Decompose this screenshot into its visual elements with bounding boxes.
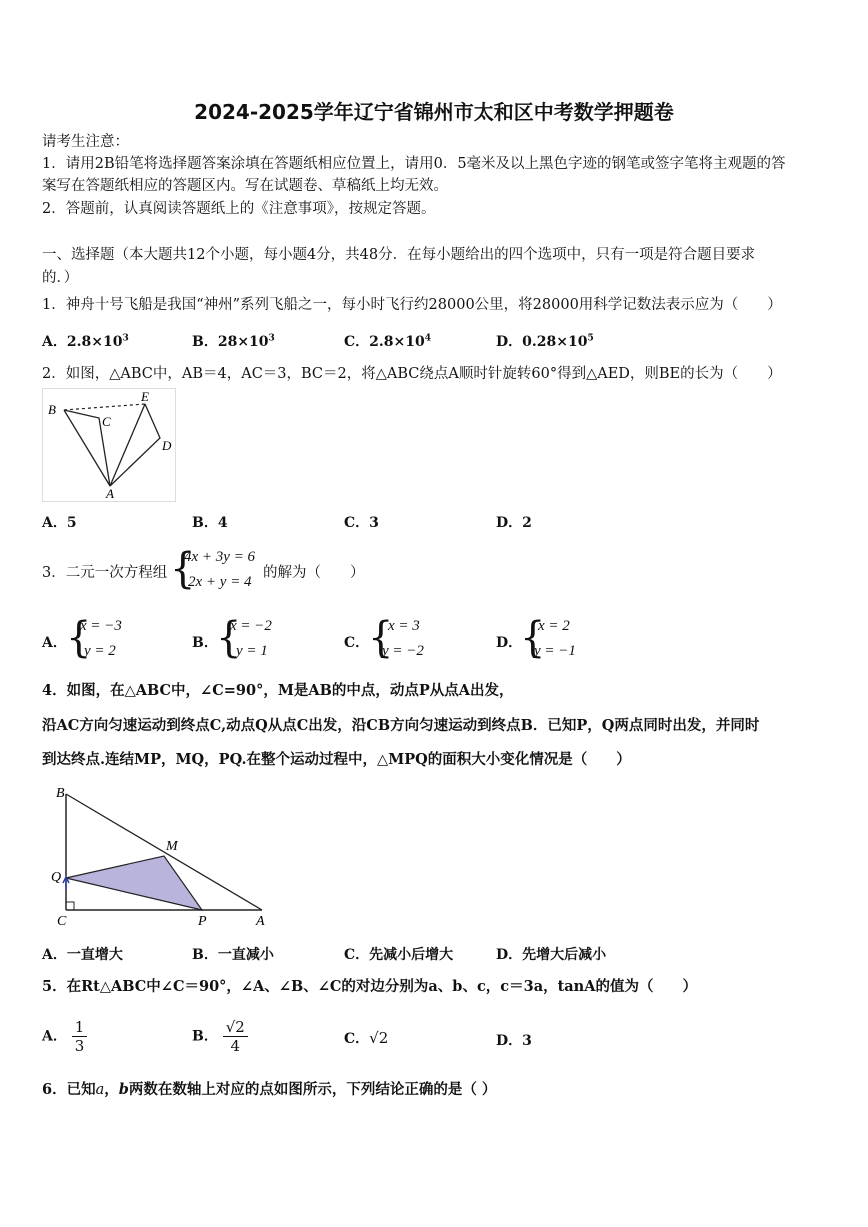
- q3-option-d-line-2: y = −1: [534, 643, 576, 659]
- q2-option-d: D．2: [496, 515, 532, 531]
- q4-stem-line-2: 沿AC方向匀速运动到终点C,动点Q从点C出发，沿CB方向匀速运动到终点B．已知P，Q两点同时出发，并同时: [42, 717, 760, 734]
- q2-figure: [42, 388, 177, 503]
- page-title: 2024-2025学年辽宁省锦州市太和区中考数学押题卷: [194, 100, 674, 124]
- label-a: A: [256, 914, 265, 929]
- q2-option-a: A．5: [42, 515, 77, 531]
- q3-option-b-brace: {: [216, 613, 242, 663]
- triangle-mpq-shaded: [66, 856, 202, 910]
- q3-equation-2: 2x + y = 4: [188, 574, 252, 590]
- q4-option-c: C．先减小后增大: [344, 947, 454, 963]
- label-c: C: [102, 414, 111, 429]
- q1-option-a: A．$2.8\times 10^3$: [42, 333, 129, 350]
- label-b: B: [48, 402, 56, 417]
- q5-option-c: C．√2: [344, 1029, 389, 1047]
- q5-stem: 5．在Rt△ABC中∠C＝90°，∠A、∠B、∠C的对边分别为a、b、c，c＝3a，tanA的值为（ ）: [42, 978, 697, 995]
- label-b: B: [56, 786, 65, 801]
- q3-stem-pre: 3．二元一次方程组: [42, 565, 168, 581]
- q3-option-a-line-1: x = −3: [80, 618, 122, 634]
- q3-option-b-label: B．: [192, 635, 218, 651]
- q3-option-d-line-1: x = 2: [538, 618, 570, 634]
- q5-option-a-fraction: $\frac{1}{3}$: [72, 1018, 88, 1055]
- q3-option-c-line-2: y = −2: [382, 643, 424, 659]
- label-e: E: [141, 389, 149, 404]
- section-heading-line-2: 的．）: [42, 270, 79, 286]
- q4-figure: [42, 780, 282, 930]
- q3-option-b-line-2: y = 1: [236, 643, 268, 659]
- q1-option-d: D．$0.28\times 10^5$: [496, 333, 594, 350]
- q1-option-c: C．$2.8\times 10^4$: [344, 333, 431, 350]
- label-d: D: [162, 438, 172, 453]
- q5-option-d: D．3: [496, 1033, 532, 1049]
- q5-option-b-fraction: $\frac{√2}{4}$: [223, 1018, 248, 1055]
- q3-option-c-label: C．: [344, 635, 370, 651]
- q3-option-d-label: D．: [496, 635, 523, 651]
- q4-option-d: D．先增大后减小: [496, 947, 607, 963]
- q2-option-b: B．4: [192, 515, 228, 531]
- q3-equation-1: 4x + 3y = 6: [184, 549, 256, 565]
- notice-heading: 请考生注意：: [42, 134, 129, 150]
- q3-option-a-label: A．: [42, 635, 67, 651]
- q4-stem-line-1: 4．如图，在△ABC中，∠C=90°，M是AB的中点，动点P从点A出发，: [42, 682, 514, 699]
- q1-stem: 1．神舟十号飞船是我国“神州”系列飞船之一，每小时飞行约28000公里，将28000用科学记数法表示应为（ ）: [42, 297, 782, 313]
- notice-line-1b: 案写在答题纸相应的答题区内。写在试题卷、草稿纸上均无效。: [42, 178, 448, 194]
- q5-option-a: A． $\frac{1}{3}$: [42, 1018, 87, 1055]
- label-c: C: [57, 914, 67, 929]
- q2-option-c: C．3: [344, 515, 379, 531]
- q4-option-b: B．一直减小: [192, 947, 274, 963]
- section-heading-line-1: 一、选择题（本大题共12个小题，每小题4分，共48分．在每小题给出的四个选项中，只有一项是符合题目要求: [42, 247, 756, 263]
- right-angle-mark: [66, 902, 74, 910]
- q3-option-b-line-1: x = −2: [230, 618, 272, 634]
- q3-option-d-brace: {: [520, 613, 546, 663]
- q5-option-b: B． $\frac{√2}{4}$: [192, 1018, 248, 1055]
- notice-line-2: 2．答题前，认真阅读答题纸上的《注意事项》，按规定答题。: [42, 201, 436, 217]
- segment-be: [64, 404, 145, 410]
- q3-stem-post: 的解为（ ）: [263, 565, 365, 581]
- q3-option-a-brace: {: [66, 613, 92, 663]
- q6-stem: 6．已知a，b两数在数轴上对应的点如图所示，下列结论正确的是（ ）: [42, 1081, 497, 1098]
- q3-option-c-line-1: x = 3: [388, 618, 420, 634]
- label-p: P: [198, 914, 207, 929]
- label-m: M: [166, 839, 178, 854]
- notice-line-1a: 1．请用2B铅笔将选择题答案涂填在答题纸相应位置上，请用0．5毫米及以上黑色字迹的钢笔或签字笔将主观题的答: [42, 156, 786, 172]
- label-a: A: [106, 486, 114, 501]
- triangle-aed: [110, 404, 160, 486]
- q3-system-brace: {: [170, 544, 196, 594]
- q3-option-c-brace: {: [368, 613, 394, 663]
- label-q: Q: [51, 870, 62, 885]
- q4-option-a: A．一直增大: [42, 947, 123, 963]
- q2-stem: 2．如图，△ABC中，AB＝4，AC＝3，BC＝2，将△ABC绕点A顺时针旋转60°得到△AED，则BE的长为（ ）: [42, 366, 782, 382]
- q3-option-a-line-2: y = 2: [84, 643, 116, 659]
- q4-stem-line-3: 到达终点.连结MP，MQ，PQ.在整个运动过程中，△MPQ的面积大小变化情况是（ ）: [42, 751, 631, 768]
- q1-option-b: B．$28\times 10^3$: [192, 333, 275, 350]
